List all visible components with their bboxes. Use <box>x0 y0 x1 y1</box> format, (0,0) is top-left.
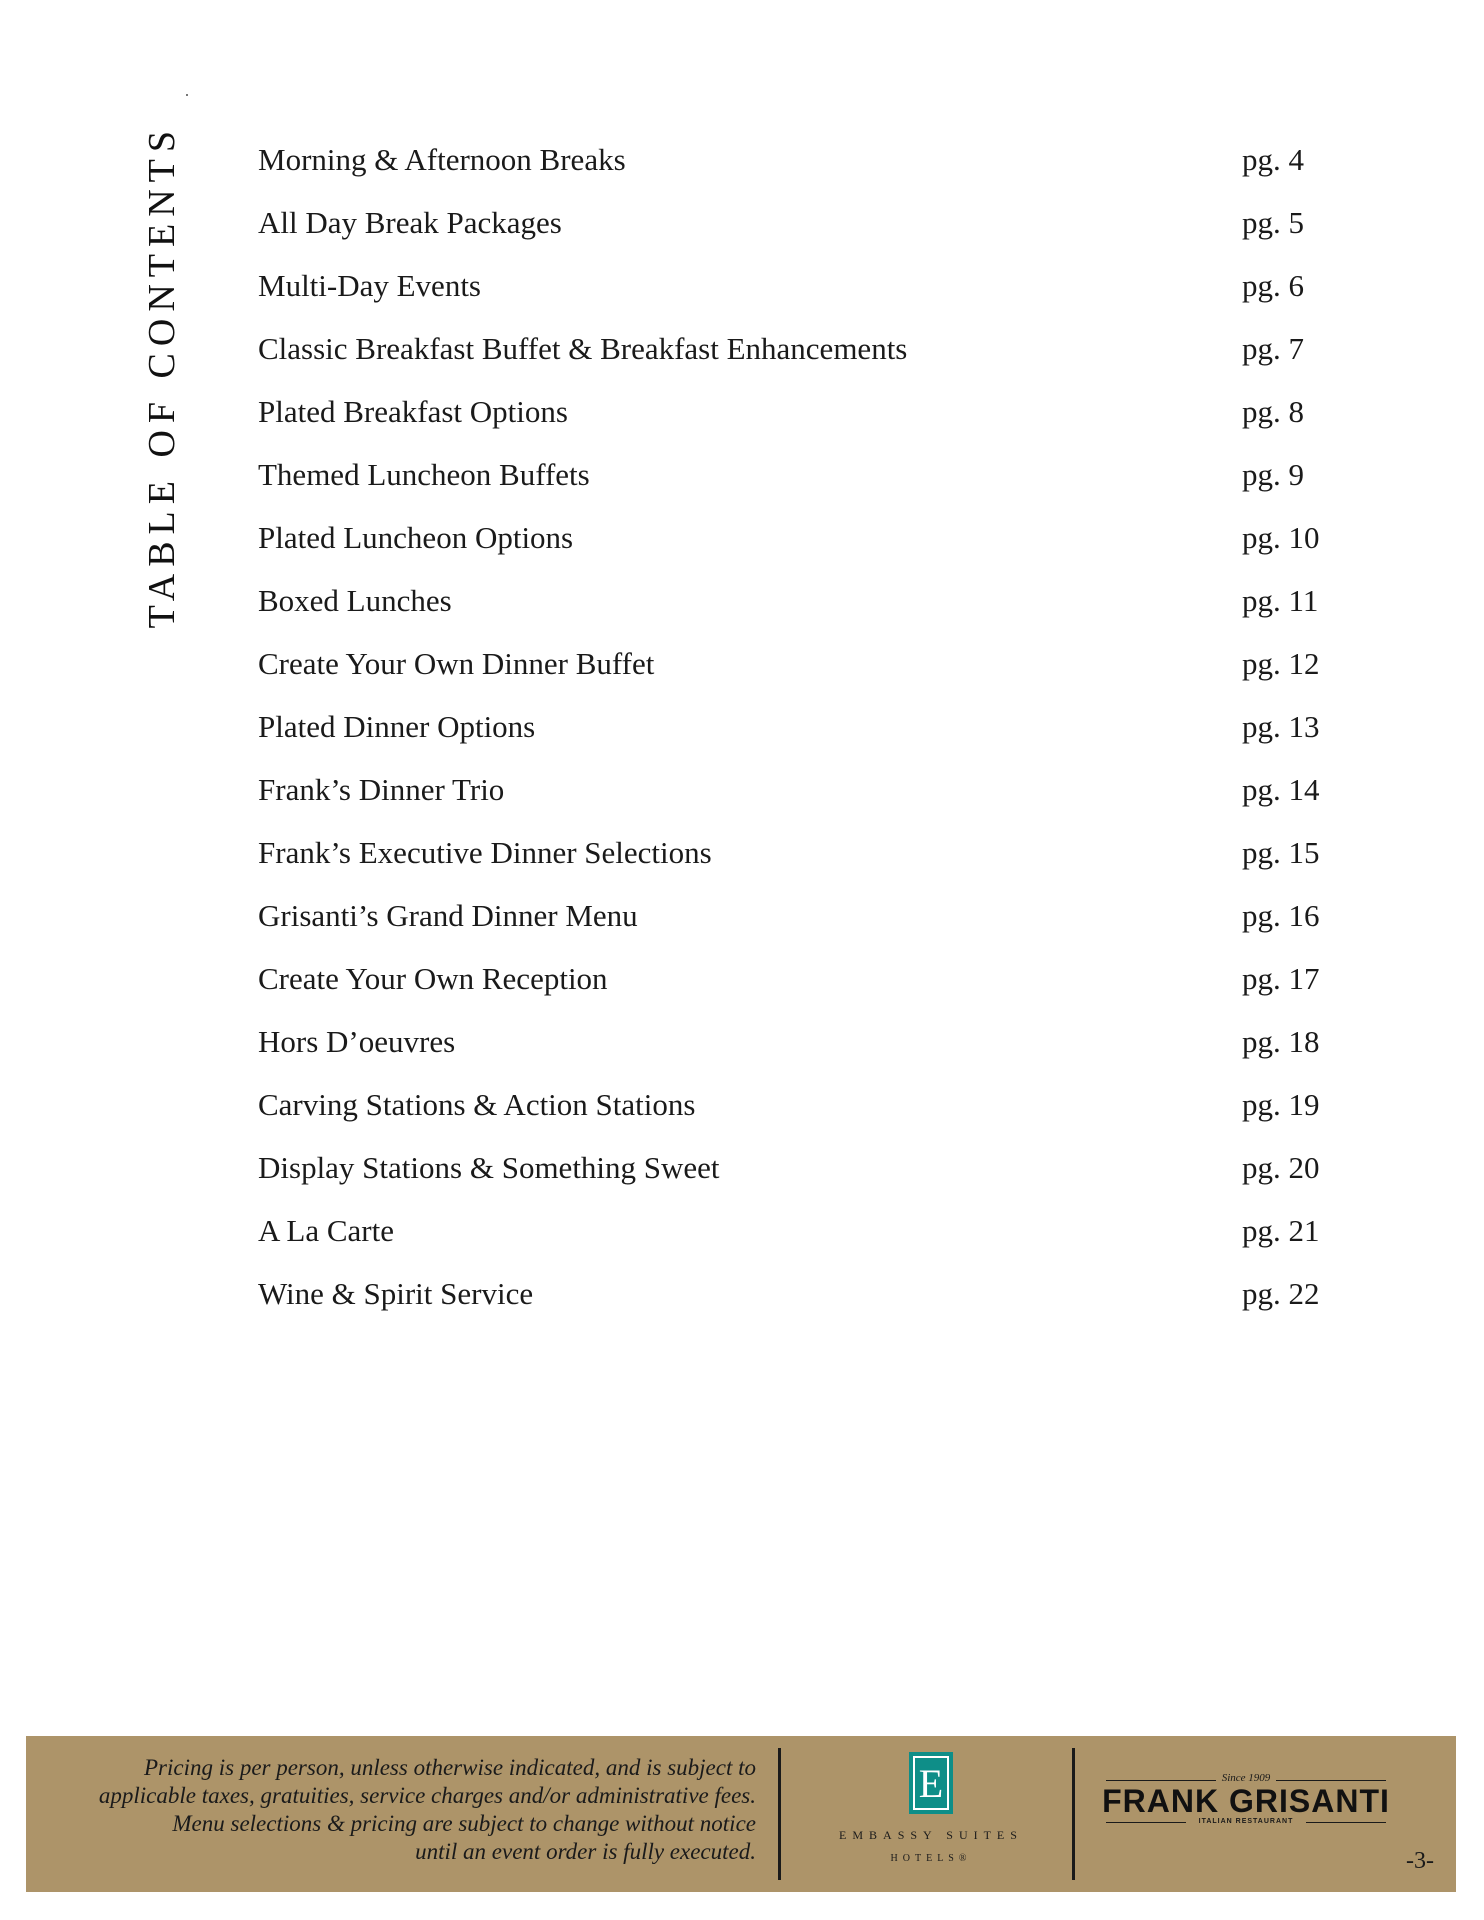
disclaimer-line: applicable taxes, gratuities, service charges and/or administrative fees. <box>98 1783 756 1808</box>
toc-entry-label: Hors D’oeuvres <box>258 1024 456 1059</box>
toc-row <box>258 709 1338 772</box>
toc-row <box>258 520 1338 583</box>
toc-entry-page: pg. 14 <box>1242 772 1320 807</box>
toc-entry-label: Create Your Own Reception <box>258 961 608 996</box>
grisanti-subtitle: ITALIAN RESTAURANT <box>1096 1818 1396 1825</box>
disclaimer-line: Menu selections & pricing are subject to change without notice <box>172 1811 756 1836</box>
embassy-logo-text: EMBASSY SUITES <box>839 1828 1023 1842</box>
toc-entry-label: All Day Break Packages <box>258 205 562 240</box>
pricing-disclaimer <box>76 1754 756 1866</box>
toc-entry-label: Boxed Lunches <box>258 583 452 618</box>
toc-entry-label: Grisanti’s Grand Dinner Menu <box>258 898 638 933</box>
toc-row <box>258 772 1338 835</box>
frank-grisanti-logo <box>1096 1772 1396 1825</box>
toc-entry-label: Plated Breakfast Options <box>258 394 568 429</box>
toc-row <box>258 1024 1338 1087</box>
toc-entry-label: Classic Breakfast Buffet & Breakfast Enhancements <box>258 331 908 366</box>
toc-entry-label: Multi-Day Events <box>258 268 481 303</box>
toc-entry-label: Display Stations & Something Sweet <box>258 1150 720 1185</box>
toc-entry-page: pg. 9 <box>1242 457 1304 492</box>
toc-row <box>258 1276 1338 1339</box>
disclaimer-line: Pricing is per person, unless otherwise indicated, and is subject to <box>143 1755 756 1780</box>
toc-entry-page: pg. 5 <box>1242 205 1304 240</box>
stray-mark <box>186 94 188 96</box>
toc-entry-label: Plated Dinner Options <box>258 709 536 744</box>
toc-entry-page: pg. 21 <box>1242 1213 1320 1248</box>
footer-bar <box>26 1736 1456 1892</box>
toc-entry-label: Frank’s Dinner Trio <box>258 772 505 807</box>
toc-list <box>258 142 1338 1339</box>
toc-entry-page: pg. 19 <box>1242 1087 1320 1122</box>
toc-row <box>258 898 1338 961</box>
divider <box>1072 1748 1075 1880</box>
toc-row <box>258 394 1338 457</box>
toc-row <box>258 835 1338 898</box>
toc-entry-label: Frank’s Executive Dinner Selections <box>258 835 712 870</box>
toc-entry-page: pg. 17 <box>1242 961 1320 996</box>
table-of-contents-title: TABLE OF CONTENTS <box>141 124 183 629</box>
toc-entry-label: Wine & Spirit Service <box>258 1276 534 1311</box>
toc-entry-page: pg. 4 <box>1242 142 1304 177</box>
toc-entry-page: pg. 16 <box>1242 898 1320 933</box>
toc-entry-page: pg. 18 <box>1242 1024 1320 1059</box>
embassy-logo-subtext: HOTELS® <box>890 1853 972 1864</box>
toc-entry-page: pg. 7 <box>1242 331 1304 366</box>
page-number: -3- <box>1406 1848 1434 1874</box>
toc-row <box>258 1213 1338 1276</box>
toc-row <box>258 583 1338 646</box>
toc-entry-label: Themed Luncheon Buffets <box>258 457 590 492</box>
toc-row <box>258 457 1338 520</box>
toc-entry-page: pg. 13 <box>1242 709 1320 744</box>
toc-row <box>258 331 1338 394</box>
grisanti-since: Since 1909 <box>1096 1772 1396 1784</box>
toc-row <box>258 268 1338 331</box>
toc-row <box>258 646 1338 709</box>
toc-entry-label: Morning & Afternoon Breaks <box>258 142 626 177</box>
toc-row <box>258 205 1338 268</box>
toc-entry-page: pg. 11 <box>1242 583 1319 618</box>
toc-row <box>258 1150 1338 1213</box>
toc-entry-label: A La Carte <box>258 1213 395 1248</box>
embassy-suites-logo <box>816 1752 1046 1864</box>
toc-entry-page: pg. 15 <box>1242 835 1320 870</box>
toc-entry-page: pg. 20 <box>1242 1150 1320 1185</box>
toc-row <box>258 142 1338 205</box>
toc-entry-label: Create Your Own Dinner Buffet <box>258 646 655 681</box>
toc-entry-page: pg. 8 <box>1242 394 1304 429</box>
toc-entry-page: pg. 22 <box>1242 1276 1320 1311</box>
divider <box>778 1748 781 1880</box>
toc-entry-page: pg. 6 <box>1242 268 1304 303</box>
toc-row <box>258 961 1338 1024</box>
toc-entry-page: pg. 10 <box>1242 520 1320 555</box>
toc-entry-page: pg. 12 <box>1242 646 1320 681</box>
grisanti-name: FRANK GRISANTI <box>1102 1783 1390 1819</box>
embassy-e-icon: E <box>909 1752 953 1814</box>
toc-entry-label: Plated Luncheon Options <box>258 520 574 555</box>
disclaimer-line: until an event order is fully executed. <box>415 1839 756 1864</box>
toc-row <box>258 1087 1338 1150</box>
toc-entry-label: Carving Stations & Action Stations <box>258 1087 696 1122</box>
